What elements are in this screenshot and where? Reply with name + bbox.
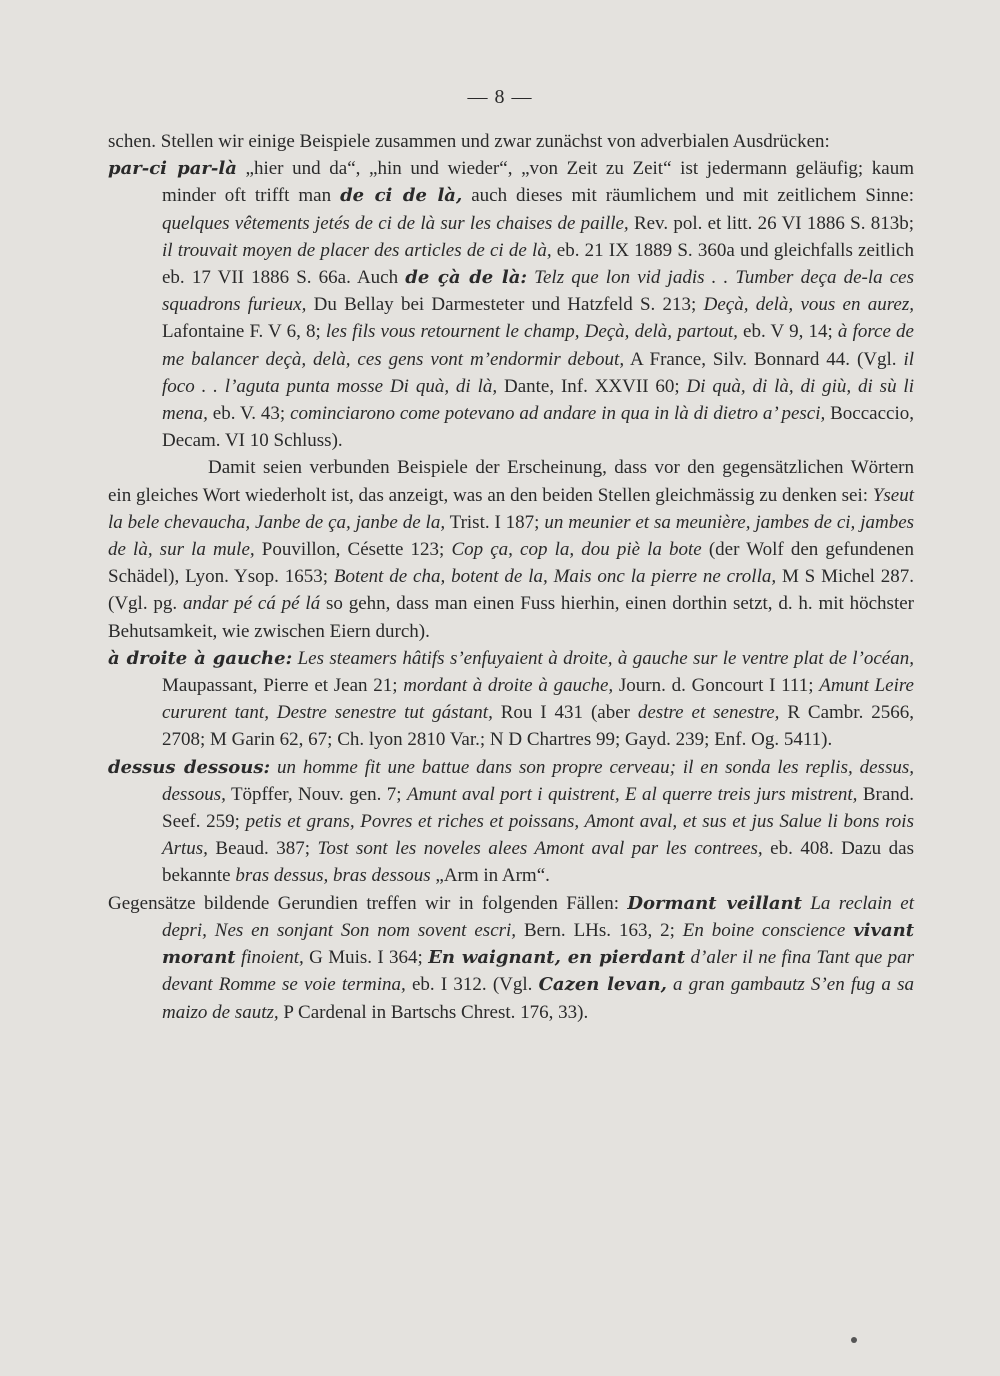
quotation: Cop ça, cop la, dou piè la bote: [451, 539, 702, 561]
paragraph: [108, 890, 914, 1026]
text-run: schen. Stellen wir einige Beispiele zusammen und zwar zunächst von adverbialen Ausdrücken:: [108, 131, 830, 152]
text-run: „hier und da“, „hin und wieder“, „von Zeit zu Zeit“ ist jedermann geläufig; kaum minder oft trifft man: [162, 158, 914, 207]
quotation: un meunier et sa meunière, jambes de ci, jambes de là, sur la mule,: [108, 511, 915, 561]
text-run: Beaud. 387;: [207, 838, 318, 860]
quotation: Les steamers hâtifs s’enfuyaient à droite, à gauche sur le ventre plat de l’océan,: [297, 647, 914, 669]
paragraph: [108, 128, 914, 155]
paragraph: [108, 645, 914, 754]
text-run: M S Michel 287. (Vgl. pg.: [108, 566, 914, 615]
keyword: En waignant, en pierdant: [428, 947, 686, 969]
text-run: Du Bellay bei Darmesteter und Hatzfeld S. 213;: [306, 294, 704, 316]
text-run: Trist. I 187;: [445, 511, 545, 533]
quotation: finoient,: [240, 947, 304, 969]
quotation: Deçà, delà, vous en aurez,: [703, 294, 915, 316]
quotation: d’aler il ne fina Tant que par devant Romme se voie termina,: [162, 947, 915, 996]
text-run: [270, 757, 277, 778]
quotation: un homme fit une battue dans son propre cerveau; il en sonda les replis, dessus, dessous,: [162, 756, 914, 805]
text-run: Damit seien verbunden Beispiele der Erscheinung, dass vor den gegensätzlichen Wörtern ein gleiches Wort wiederholt ist, das anzeigt, was an den beiden Stellen gleichmässig zu denken sei:: [108, 457, 914, 506]
quotation: Di quà, di là, di giù, di sù li mena,: [162, 375, 914, 425]
quotation: quelques vêtements jetés de ci de là sur les chaises de paille,: [162, 212, 629, 234]
text-run: P Cardenal in Bartschs Chrest. 176, 33).: [278, 1001, 589, 1023]
text-run: Journ. d. Goncourt I 111;: [613, 675, 820, 697]
text-run: R Cambr. 2566, 2708; M Garin 62, 67; Ch. lyon 2810 Var.; N D Chartres 99; Gayd. 239; Enf. Og. 5411).: [162, 702, 914, 751]
quotation: La reclain et depri, Nes en sonjant Son nom sovent escri,: [162, 892, 915, 941]
paragraph: [108, 454, 914, 644]
text-run: Töpffer, Nouv. gen. 7;: [225, 783, 408, 805]
text-run: „Arm in Arm“.: [430, 865, 550, 887]
quotation: bras dessus, bras dessous: [235, 865, 431, 887]
text-run: Pouvillon, Césette 123;: [254, 539, 452, 561]
quotation: En boine conscience: [682, 919, 846, 941]
quotation: andar pé cá pé lá: [182, 593, 321, 615]
text-run: eb. 21 IX 1889 S. 360a und gleichfalls zeitlich eb. 17 VII 1886 S. 66a. Auch: [162, 239, 914, 289]
page-number: — 8 —: [467, 86, 533, 108]
keyword: de çà de là:: [405, 267, 528, 289]
text-run: eb. 408. Dazu das bekannte: [162, 838, 914, 887]
text-run: [845, 920, 853, 941]
text-run: eb. I 312. (Vgl.: [405, 974, 539, 996]
keyword: Cazen levan,: [538, 974, 667, 996]
paragraph: [108, 155, 914, 454]
text-run: G Muis. I 364;: [303, 947, 429, 969]
quotation: Telz que lon vid jadis . . Tumber deça de-la ces squadrons furieux,: [162, 267, 915, 316]
quotation: il foco . . l’aguta punta mosse Di quà, di là,: [162, 348, 914, 397]
keyword: de ci de là,: [340, 185, 463, 207]
text-run: so gehn, dass man einen Fuss hierhin, einen dorthin setzt, d. h. mit höchster Behutsamkeit, wie zwischen Eiern durch).: [108, 593, 914, 642]
quotation: les fils vous retournent le champ, Deçà, delà, partout,: [325, 321, 738, 343]
quotation: à force de me balancer deçà, delà, ces gens vont m’endormir debout,: [162, 321, 914, 370]
quotation: destre et senestre,: [637, 702, 780, 724]
quotation: petis et grans, Povres et riches et poissans, Amont aval, et sus et jus Salue li bons rois Artus,: [162, 811, 914, 860]
keyword: vivant morant: [162, 919, 915, 969]
body-text: [108, 128, 914, 1026]
paragraph: [108, 754, 914, 890]
quotation: Tost sont les noveles alees Amont aval par les contrees,: [317, 838, 763, 860]
text-run: Bern. LHs. 163, 2;: [516, 919, 683, 941]
keyword: par-ci par-là: [108, 158, 237, 180]
keyword: dessus dessous:: [108, 756, 271, 778]
quotation: il trouvait moyen de placer des articles de ci de là,: [162, 239, 552, 261]
text-run: Rou I 431 (aber: [492, 702, 638, 724]
text-run: Brand. Seef. 259;: [162, 783, 915, 833]
text-run: A France, Silv. Bonnard 44. (Vgl.: [624, 348, 904, 370]
text-run: Maupassant, Pierre et Jean 21;: [162, 675, 404, 697]
keyword: à droite à gauche:: [108, 647, 293, 669]
text-run: auch dieses mit räumlichem und mit zeitlichem Sinne:: [462, 185, 914, 207]
quotation: Yseut la bele chevaucha, Janbe de ça, janbe de la,: [108, 484, 914, 533]
text-run: Lafontaine F. V 6, 8;: [162, 321, 326, 343]
text-run: eb. V. 43;: [207, 403, 291, 425]
text-run: Dante, Inf. XXVII 60;: [497, 375, 687, 397]
quotation: Amunt Leire cururent tant, Destre senestre tut gástant,: [162, 675, 914, 724]
text-run: (der Wolf den gefundenen Schädel), Lyon. Ysop. 1653;: [108, 539, 914, 588]
keyword: Dormant veillant: [627, 892, 802, 914]
text-run: Gegensätze bildende Gerundien treffen wir in folgenden Fällen:: [108, 892, 628, 914]
quotation: Amunt aval port i quistrent, E al querre treis jurs mistrent,: [407, 783, 858, 805]
quotation: cominciarono come potevano ad andare in qua in là di dietro a’ pesci,: [290, 403, 826, 425]
text-run: eb. V 9, 14;: [737, 321, 838, 343]
text-run: Rev. pol. et litt. 26 VI 1886 S. 813b;: [628, 212, 914, 234]
ink-speck: [851, 1337, 857, 1343]
quotation: mordant à droite à gauche,: [403, 675, 614, 697]
quotation: Botent de cha, botent de la, Mais onc la pierre ne crolla,: [333, 566, 777, 588]
text-run: Boccaccio, Decam. VI 10 Schluss).: [162, 403, 915, 452]
quotation: a gran gambautz S’en fug a sa maizo de sautz,: [162, 974, 914, 1023]
